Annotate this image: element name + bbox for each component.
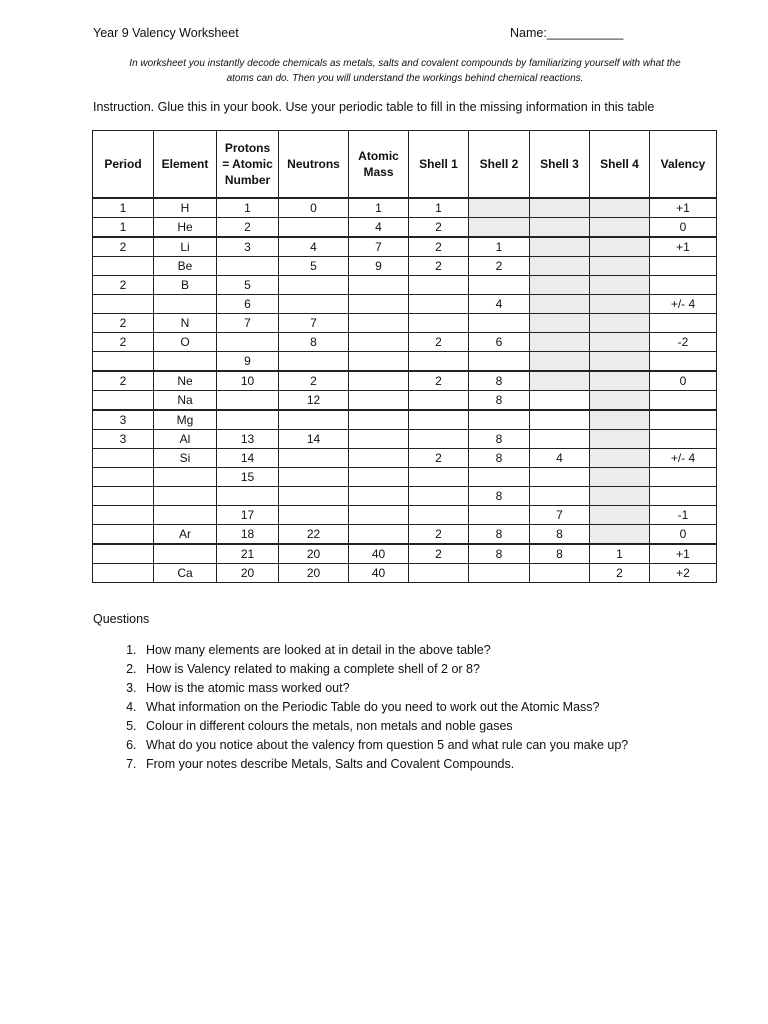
table-cell: 2 xyxy=(469,257,530,276)
table-cell xyxy=(530,564,590,583)
table-cell xyxy=(469,410,530,430)
questions-list xyxy=(110,641,740,774)
table-cell xyxy=(650,257,717,276)
table-row xyxy=(93,198,717,218)
question-item: 6. What do you notice about the valency from question 5 and what rule can you make up? xyxy=(140,736,740,755)
table-cell xyxy=(650,410,717,430)
table-cell: 1 xyxy=(93,218,154,238)
table-cell: 40 xyxy=(349,544,409,564)
table-cell: 2 xyxy=(409,218,469,238)
header-protons: Protons = Atomic Number xyxy=(217,131,279,199)
table-cell: 2 xyxy=(93,371,154,391)
table-cell xyxy=(409,391,469,411)
table-cell: B xyxy=(154,276,217,295)
table-cell xyxy=(590,352,650,372)
header-shell-1: Shell 1 xyxy=(409,131,469,199)
table-body xyxy=(93,198,717,583)
table-cell: 3 xyxy=(217,237,279,257)
table-cell xyxy=(650,314,717,333)
table-cell: 0 xyxy=(650,371,717,391)
table-cell xyxy=(409,506,469,525)
table-cell: 6 xyxy=(469,333,530,352)
intro-paragraph: In worksheet you instantly decode chemicals as metals, salts and covalent compounds by familiarizing yourself with what the atoms can do. Then you will understand the workings behind chemical reactions. xyxy=(129,58,681,84)
table-cell xyxy=(650,352,717,372)
table-cell xyxy=(469,352,530,372)
table-row xyxy=(93,218,717,238)
table-cell: 13 xyxy=(217,430,279,449)
table-cell xyxy=(530,276,590,295)
table-cell xyxy=(154,544,217,564)
table-cell: 8 xyxy=(469,430,530,449)
table-cell xyxy=(93,391,154,411)
table-cell xyxy=(349,430,409,449)
table-cell: 20 xyxy=(279,544,349,564)
table-cell xyxy=(530,333,590,352)
table-cell xyxy=(93,506,154,525)
table-cell xyxy=(154,487,217,506)
table-cell: 0 xyxy=(650,525,717,545)
table-cell xyxy=(590,371,650,391)
question-item: 7. From your notes describe Metals, Salts and Covalent Compounds. xyxy=(140,755,740,774)
table-cell xyxy=(154,295,217,314)
questions-heading: Questions xyxy=(93,612,150,626)
table-cell: +1 xyxy=(650,198,717,218)
worksheet-title: Year 9 Valency Worksheet xyxy=(93,26,239,40)
table-cell xyxy=(590,218,650,238)
table-cell: 2 xyxy=(409,257,469,276)
table-row xyxy=(93,391,717,411)
table-cell xyxy=(650,468,717,487)
table-cell xyxy=(349,371,409,391)
table-cell xyxy=(590,506,650,525)
table-cell xyxy=(590,237,650,257)
table-cell xyxy=(650,487,717,506)
table-cell xyxy=(530,257,590,276)
table-cell: Ar xyxy=(154,525,217,545)
table-cell: 2 xyxy=(590,564,650,583)
table-cell xyxy=(93,544,154,564)
table-row xyxy=(93,449,717,468)
table-cell: +1 xyxy=(650,237,717,257)
table-cell xyxy=(650,276,717,295)
instruction-text: Instruction. Glue this in your book. Use your periodic table to fill in the missing information in this table xyxy=(93,100,655,114)
table-cell xyxy=(217,487,279,506)
table-cell: 1 xyxy=(469,237,530,257)
table-cell xyxy=(93,564,154,583)
table-cell: 3 xyxy=(93,430,154,449)
table-cell xyxy=(650,391,717,411)
table-cell xyxy=(650,430,717,449)
table-row xyxy=(93,314,717,333)
table-cell: 8 xyxy=(530,525,590,545)
table-cell: -2 xyxy=(650,333,717,352)
table-cell xyxy=(349,410,409,430)
question-item: 4. What information on the Periodic Table do you need to work out the Atomic Mass? xyxy=(140,698,740,717)
table-cell: 4 xyxy=(469,295,530,314)
table-cell xyxy=(349,352,409,372)
table-cell xyxy=(530,468,590,487)
table-cell xyxy=(409,430,469,449)
table-cell xyxy=(349,333,409,352)
table-cell: 9 xyxy=(217,352,279,372)
table-cell: 8 xyxy=(530,544,590,564)
table-cell: +/- 4 xyxy=(650,295,717,314)
table-cell: 8 xyxy=(469,391,530,411)
table-cell xyxy=(530,295,590,314)
table-cell xyxy=(590,314,650,333)
table-cell: O xyxy=(154,333,217,352)
table-cell xyxy=(217,333,279,352)
table-cell xyxy=(590,468,650,487)
table-cell: 1 xyxy=(349,198,409,218)
table-cell xyxy=(530,314,590,333)
table-cell: 40 xyxy=(349,564,409,583)
table-cell xyxy=(349,487,409,506)
table-cell xyxy=(590,333,650,352)
table-cell: 7 xyxy=(217,314,279,333)
table-cell xyxy=(590,430,650,449)
table-cell: H xyxy=(154,198,217,218)
table-cell xyxy=(93,449,154,468)
table-row xyxy=(93,333,717,352)
table-cell: Na xyxy=(154,391,217,411)
question-item: 3. How is the atomic mass worked out? xyxy=(140,679,740,698)
table-cell xyxy=(349,276,409,295)
table-cell xyxy=(530,410,590,430)
table-cell: 2 xyxy=(409,544,469,564)
table-cell: 2 xyxy=(409,371,469,391)
table-cell xyxy=(469,314,530,333)
table-row xyxy=(93,506,717,525)
table-cell xyxy=(349,468,409,487)
table-cell xyxy=(409,295,469,314)
table-cell xyxy=(530,198,590,218)
table-cell: He xyxy=(154,218,217,238)
table-cell: +2 xyxy=(650,564,717,583)
table-cell xyxy=(93,352,154,372)
table-cell xyxy=(530,430,590,449)
table-cell: 5 xyxy=(279,257,349,276)
table-cell xyxy=(469,468,530,487)
table-cell xyxy=(349,506,409,525)
header-element: Element xyxy=(154,131,217,199)
table-cell xyxy=(279,276,349,295)
table-cell xyxy=(469,198,530,218)
table-cell: 2 xyxy=(93,314,154,333)
table-cell xyxy=(590,487,650,506)
table-cell: 4 xyxy=(349,218,409,238)
table-cell: 15 xyxy=(217,468,279,487)
table-cell xyxy=(590,198,650,218)
table-cell xyxy=(217,391,279,411)
table-cell xyxy=(590,449,650,468)
table-row xyxy=(93,352,717,372)
table-cell xyxy=(409,487,469,506)
table-cell: 2 xyxy=(279,371,349,391)
header-atomic-mass: Atomic Mass xyxy=(349,131,409,199)
table-cell xyxy=(590,525,650,545)
table-cell xyxy=(154,506,217,525)
table-cell: +/- 4 xyxy=(650,449,717,468)
table-cell xyxy=(590,276,650,295)
header-valency: Valency xyxy=(650,131,717,199)
table-cell: 14 xyxy=(279,430,349,449)
table-cell: 10 xyxy=(217,371,279,391)
table-cell: 6 xyxy=(217,295,279,314)
table-cell: 8 xyxy=(469,449,530,468)
table-cell: 7 xyxy=(530,506,590,525)
table-row xyxy=(93,276,717,295)
table-cell xyxy=(530,487,590,506)
table-cell xyxy=(279,506,349,525)
table-cell xyxy=(409,314,469,333)
table-cell: 0 xyxy=(279,198,349,218)
header-shell-3: Shell 3 xyxy=(530,131,590,199)
table-cell xyxy=(349,525,409,545)
table-cell xyxy=(217,410,279,430)
table-row xyxy=(93,468,717,487)
table-cell xyxy=(409,352,469,372)
question-item: 2. How is Valency related to making a complete shell of 2 or 8? xyxy=(140,660,740,679)
table-cell xyxy=(279,487,349,506)
table-cell: 21 xyxy=(217,544,279,564)
table-cell xyxy=(469,218,530,238)
table-cell: 9 xyxy=(349,257,409,276)
table-cell: Mg xyxy=(154,410,217,430)
header-shell-2: Shell 2 xyxy=(469,131,530,199)
table-cell: 3 xyxy=(93,410,154,430)
table-cell xyxy=(349,314,409,333)
table-cell xyxy=(409,468,469,487)
table-cell: Al xyxy=(154,430,217,449)
name-field-label: Name:___________ xyxy=(510,26,624,40)
table-cell xyxy=(93,468,154,487)
table-cell: +1 xyxy=(650,544,717,564)
table-header-row xyxy=(93,131,717,199)
table-cell: 2 xyxy=(409,237,469,257)
table-row xyxy=(93,257,717,276)
table-cell xyxy=(469,506,530,525)
table-cell: 0 xyxy=(650,218,717,238)
table-row xyxy=(93,544,717,564)
table-cell xyxy=(279,295,349,314)
table-cell: 17 xyxy=(217,506,279,525)
table-cell: 22 xyxy=(279,525,349,545)
table-row xyxy=(93,295,717,314)
table-cell: 8 xyxy=(469,544,530,564)
table-row xyxy=(93,430,717,449)
table-cell xyxy=(93,525,154,545)
table-cell xyxy=(349,295,409,314)
table-cell xyxy=(279,449,349,468)
table-cell xyxy=(409,564,469,583)
question-item: 1. How many elements are looked at in detail in the above table? xyxy=(140,641,740,660)
table-cell: 8 xyxy=(469,371,530,391)
table-cell xyxy=(279,352,349,372)
table-cell xyxy=(530,237,590,257)
table-cell: 18 xyxy=(217,525,279,545)
table-cell xyxy=(279,218,349,238)
table-cell: 2 xyxy=(409,449,469,468)
table-cell xyxy=(279,410,349,430)
table-cell: 8 xyxy=(279,333,349,352)
table-cell xyxy=(409,276,469,295)
table-cell: 5 xyxy=(217,276,279,295)
table-cell: 2 xyxy=(93,237,154,257)
table-cell: 2 xyxy=(93,276,154,295)
table-cell xyxy=(154,468,217,487)
table-cell xyxy=(590,257,650,276)
table-cell: Ne xyxy=(154,371,217,391)
table-cell: 7 xyxy=(279,314,349,333)
table-cell: -1 xyxy=(650,506,717,525)
table-cell xyxy=(530,391,590,411)
table-cell: 2 xyxy=(217,218,279,238)
table-cell: Be xyxy=(154,257,217,276)
table-cell: 20 xyxy=(217,564,279,583)
table-cell: 1 xyxy=(590,544,650,564)
header-shell-4: Shell 4 xyxy=(590,131,650,199)
table-cell xyxy=(154,352,217,372)
table-row xyxy=(93,371,717,391)
table-cell: 8 xyxy=(469,487,530,506)
table-cell: 4 xyxy=(279,237,349,257)
question-item: 5. Colour in different colours the metals, non metals and noble gases xyxy=(140,717,740,736)
table-cell: 7 xyxy=(349,237,409,257)
table-cell xyxy=(93,295,154,314)
table-cell xyxy=(590,295,650,314)
table-cell: 1 xyxy=(93,198,154,218)
table-cell xyxy=(93,487,154,506)
table-cell xyxy=(469,276,530,295)
table-cell xyxy=(279,468,349,487)
table-cell: Si xyxy=(154,449,217,468)
table-row xyxy=(93,410,717,430)
table-cell xyxy=(590,410,650,430)
header-period: Period xyxy=(93,131,154,199)
table-row xyxy=(93,564,717,583)
table-cell: 20 xyxy=(279,564,349,583)
table-row xyxy=(93,487,717,506)
table-cell xyxy=(409,410,469,430)
table-cell: Li xyxy=(154,237,217,257)
table-cell: 1 xyxy=(217,198,279,218)
table-cell: 2 xyxy=(409,333,469,352)
table-cell xyxy=(349,391,409,411)
table-cell: 2 xyxy=(409,525,469,545)
table-cell xyxy=(530,218,590,238)
table-cell: 2 xyxy=(93,333,154,352)
table-row xyxy=(93,237,717,257)
table-cell xyxy=(530,371,590,391)
table-cell xyxy=(530,352,590,372)
table-cell: Ca xyxy=(154,564,217,583)
table-cell: 12 xyxy=(279,391,349,411)
table-cell xyxy=(590,391,650,411)
table-cell: N xyxy=(154,314,217,333)
table-cell xyxy=(469,564,530,583)
header-neutrons: Neutrons xyxy=(279,131,349,199)
table-cell: 4 xyxy=(530,449,590,468)
table-cell xyxy=(93,257,154,276)
table-cell xyxy=(349,449,409,468)
valency-table xyxy=(92,130,717,583)
table-cell: 14 xyxy=(217,449,279,468)
table-cell xyxy=(217,257,279,276)
table-cell: 1 xyxy=(409,198,469,218)
table-cell: 8 xyxy=(469,525,530,545)
table-row xyxy=(93,525,717,545)
